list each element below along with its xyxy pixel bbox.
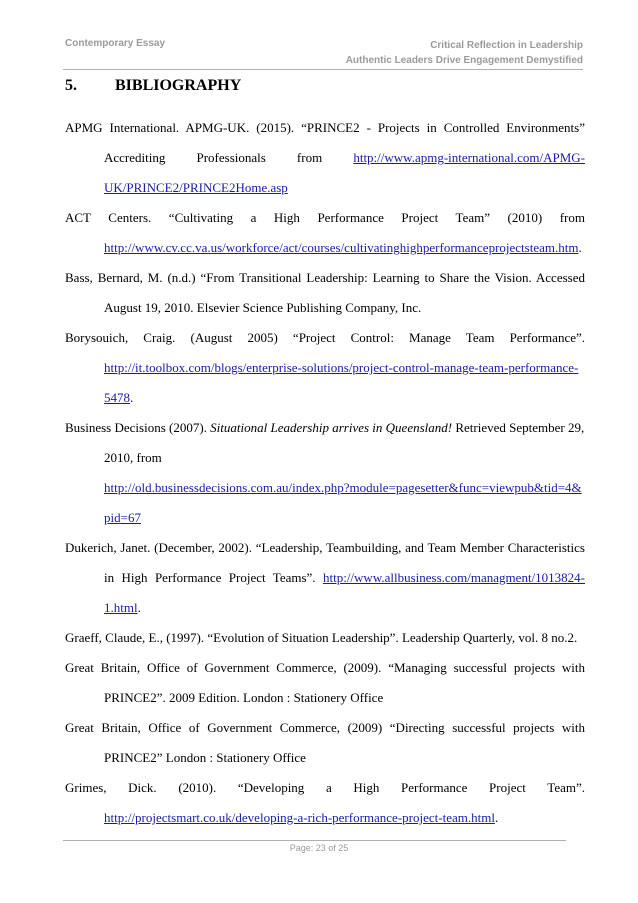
- reference-link[interactable]: http://projectsmart.co.uk/developing-a-rich-performance-project-team.html: [104, 810, 495, 825]
- reference-link[interactable]: http://it.toolbox.com/blogs/enterprise-solutions/project-control-manage-team-performance-: [104, 360, 579, 375]
- reference-entry: [65, 203, 585, 263]
- reference-line: [65, 353, 585, 383]
- reference-link[interactable]: 1.html: [104, 600, 138, 615]
- reference-line: [65, 593, 585, 623]
- reference-text: Accrediting Professionals from: [104, 150, 323, 165]
- page-number: Page: 23 of 25: [289, 843, 349, 853]
- section-number: 5.: [65, 77, 77, 94]
- reference-title-italic: Situational Leadership arrives in Queensland!: [210, 420, 453, 435]
- header-subtitle-line: Authentic Leaders Drive Engagement Demystified: [345, 55, 583, 66]
- reference-text: APMG International. APMG-UK. (2015). “PRINCE2 - Projects in Controlled Environments”: [65, 120, 585, 135]
- reference-entry: [65, 263, 585, 323]
- reference-link[interactable]: http://www.allbusiness.com/managment/1013824-: [322, 570, 585, 585]
- reference-link[interactable]: 5478: [104, 390, 130, 405]
- reference-link[interactable]: http://www.apmg-international.com/APMG-: [353, 150, 585, 165]
- reference-punctuation: .: [494, 810, 499, 825]
- footer-divider: [63, 840, 566, 841]
- reference-text: Dukerich, Janet. (December, 2002). “Leadership, Teambuilding, and Team Member Characteristics: [65, 540, 585, 555]
- running-header-right: [346, 38, 583, 68]
- reference-entry: [65, 713, 585, 773]
- reference-punctuation: .: [578, 240, 582, 255]
- reference-text: Great Britain, Office of Government Commerce, (2009). “Managing successful projects with: [65, 660, 585, 675]
- reference-text: Borysouich, Craig. (August 2005) “Project Control: Manage Team Performance”.: [65, 330, 585, 345]
- reference-entry: [65, 413, 585, 533]
- reference-text: Grimes, Dick. (2010). “Developing a High Performance Project Team”.: [65, 780, 585, 795]
- reference-text: Great Britain, Office of Government Commerce, (2009) “Directing successful projects with: [65, 720, 585, 735]
- reference-entry: [65, 323, 585, 413]
- reference-punctuation: .: [130, 390, 134, 405]
- reference-text: in High Performance Project Teams”.: [104, 570, 316, 585]
- reference-line: [65, 143, 585, 173]
- reference-text: Business Decisions (2007).: [65, 420, 211, 435]
- reference-text: Bass, Bernard, M. (n.d.) “From Transitional Leadership: Learning to Share the Vision. Accessed: [65, 270, 585, 285]
- reference-line: [65, 563, 585, 593]
- running-header-left: Contemporary Essay: [65, 38, 166, 49]
- reference-text: August 19, 2010. Elsevier Science Publishing Company, Inc.: [104, 300, 422, 315]
- reference-entry: [65, 113, 585, 203]
- section-title: BIBLIOGRAPHY: [115, 77, 242, 94]
- reference-line: [65, 383, 585, 413]
- header-divider: [63, 69, 583, 70]
- reference-link[interactable]: UK/PRINCE2/PRINCE2Home.asp: [104, 180, 288, 195]
- reference-entry: [65, 773, 585, 833]
- reference-line: [65, 233, 585, 263]
- reference-link[interactable]: http://old.businessdecisions.com.au/index.php?module=pagesetter&func=viewpub&tid=4&: [104, 480, 582, 495]
- header-title-line: Critical Reflection in Leadership: [430, 40, 583, 51]
- reference-line: [65, 173, 585, 203]
- reference-link[interactable]: pid=67: [104, 510, 141, 525]
- reference-line: [65, 503, 585, 533]
- reference-punctuation: .: [137, 600, 141, 615]
- reference-text: ACT Centers. “Cultivating a High Performance Project Team” (2010) from: [65, 210, 585, 225]
- reference-text: Graeff, Claude, E., (1997). “Evolution of Situation Leadership”. Leadership Quarterly, vol. 8 no.2.: [65, 630, 578, 645]
- reference-text: PRINCE2” London : Stationery Office: [104, 750, 306, 765]
- reference-text: Retrieved September 29,: [452, 420, 585, 435]
- reference-line: [65, 473, 585, 503]
- reference-link[interactable]: http://www.cv.cc.va.us/workforce/act/courses/cultivatinghighperformanceprojectsteam.htm: [104, 240, 579, 255]
- reference-text: PRINCE2”. 2009 Edition. London : Stationery Office: [104, 690, 384, 705]
- reference-entry: [65, 623, 585, 653]
- reference-line: [65, 413, 585, 443]
- bibliography-list: [65, 113, 585, 833]
- reference-line: [65, 803, 585, 833]
- reference-text: 2010, from: [104, 450, 162, 465]
- reference-entry: [65, 653, 585, 713]
- reference-entry: [65, 533, 585, 623]
- section-heading: [65, 77, 241, 95]
